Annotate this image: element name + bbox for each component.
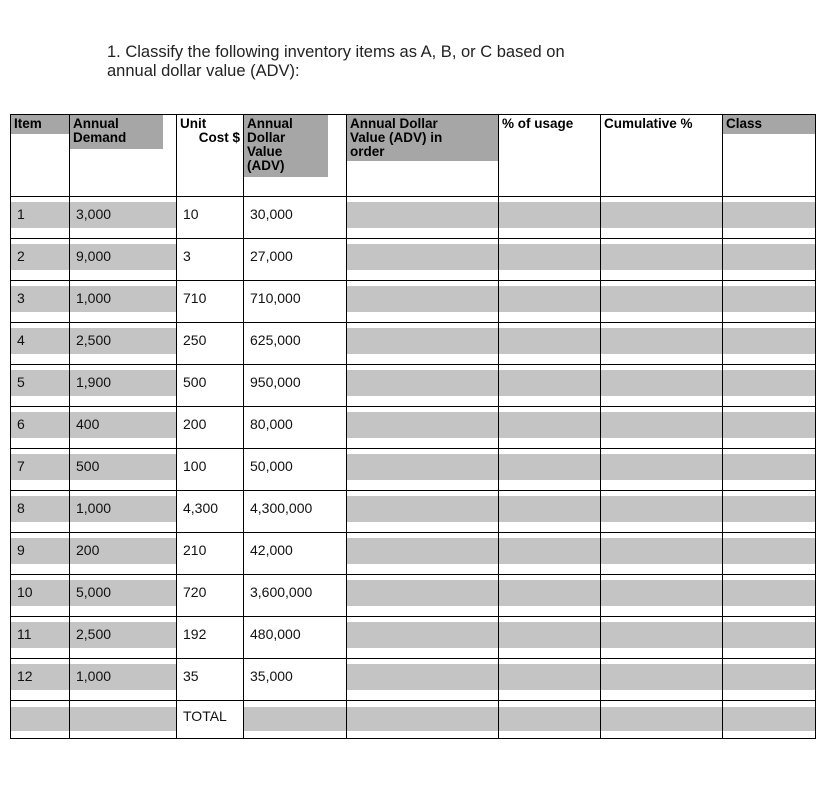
unit-cost-cell: 35 (177, 659, 244, 701)
total-value-cell[interactable] (244, 701, 347, 739)
annual-demand-cell: 9,000 (70, 239, 177, 281)
unit-cost-cell: 192 (177, 617, 244, 659)
class-cell[interactable] (723, 239, 816, 281)
adv-in-order-cell[interactable] (347, 407, 499, 449)
adv-cell: 27,000 (244, 239, 347, 281)
adv-cell: 625,000 (244, 323, 347, 365)
header-adv: Annual Dollar Value (ADV) (244, 115, 347, 197)
adv-in-order-cell[interactable] (347, 659, 499, 701)
cumulative-cell[interactable] (601, 575, 723, 617)
class-cell[interactable] (723, 617, 816, 659)
header-cumulative: Cumulative % (601, 115, 723, 197)
table-row (11, 407, 816, 449)
annual-demand-cell: 400 (70, 407, 177, 449)
table-row (11, 491, 816, 533)
adv-cell: 4,300,000 (244, 491, 347, 533)
table-row (11, 239, 816, 281)
unit-cost-cell: 3 (177, 239, 244, 281)
unit-cost-cell: 710 (177, 281, 244, 323)
table-row (11, 323, 816, 365)
pct-usage-cell[interactable] (499, 365, 601, 407)
cumulative-cell[interactable] (601, 407, 723, 449)
adv-cell: 710,000 (244, 281, 347, 323)
item-cell: 5 (11, 365, 70, 407)
total-row-cell (11, 701, 70, 739)
class-cell[interactable] (723, 659, 816, 701)
item-cell: 7 (11, 449, 70, 491)
unit-cost-cell: 100 (177, 449, 244, 491)
adv-cell: 480,000 (244, 617, 347, 659)
table-row (11, 197, 816, 239)
question-text (107, 43, 667, 81)
table-row (11, 617, 816, 659)
total-row-cell (499, 701, 601, 739)
cumulative-cell[interactable] (601, 239, 723, 281)
header-class: Class (723, 115, 816, 197)
adv-in-order-cell[interactable] (347, 239, 499, 281)
inventory-table (10, 114, 816, 739)
table-row (11, 659, 816, 701)
header-item: Item (11, 115, 70, 197)
cumulative-cell[interactable] (601, 365, 723, 407)
question-line-2: annual dollar value (ADV): (107, 62, 300, 80)
adv-in-order-cell[interactable] (347, 281, 499, 323)
right-edge-shading (815, 114, 829, 751)
item-cell: 2 (11, 239, 70, 281)
unit-cost-cell: 500 (177, 365, 244, 407)
annual-demand-cell: 200 (70, 533, 177, 575)
adv-cell: 80,000 (244, 407, 347, 449)
adv-in-order-cell[interactable] (347, 491, 499, 533)
annual-demand-cell: 1,000 (70, 281, 177, 323)
unit-cost-cell: 10 (177, 197, 244, 239)
adv-in-order-cell[interactable] (347, 197, 499, 239)
pct-usage-cell[interactable] (499, 323, 601, 365)
total-label-cell: TOTAL (177, 701, 244, 739)
adv-in-order-cell[interactable] (347, 617, 499, 659)
annual-demand-cell: 500 (70, 449, 177, 491)
adv-in-order-cell[interactable] (347, 365, 499, 407)
total-row (11, 701, 816, 739)
header-annual-demand: Annual Demand (70, 115, 177, 197)
annual-demand-cell: 1,000 (70, 491, 177, 533)
class-cell[interactable] (723, 365, 816, 407)
item-cell: 1 (11, 197, 70, 239)
total-row-cell (601, 701, 723, 739)
header-unit-cost: Unit Cost $ (177, 115, 244, 197)
cumulative-cell[interactable] (601, 323, 723, 365)
pct-usage-cell[interactable] (499, 239, 601, 281)
header-adv-in-order: Annual Dollar Value (ADV) in order (347, 115, 499, 197)
question-line-1: 1. Classify the following inventory items as A, B, or C based on (107, 43, 565, 61)
total-row-cell (70, 701, 177, 739)
cumulative-cell[interactable] (601, 281, 723, 323)
table-row (11, 365, 816, 407)
adv-cell: 35,000 (244, 659, 347, 701)
annual-demand-cell: 2,500 (70, 617, 177, 659)
adv-in-order-cell[interactable] (347, 449, 499, 491)
item-cell: 10 (11, 575, 70, 617)
header-row (11, 115, 816, 197)
item-cell: 11 (11, 617, 70, 659)
unit-cost-cell: 4,300 (177, 491, 244, 533)
class-cell[interactable] (723, 533, 816, 575)
table-row (11, 533, 816, 575)
item-cell: 4 (11, 323, 70, 365)
adv-cell: 950,000 (244, 365, 347, 407)
cumulative-cell[interactable] (601, 449, 723, 491)
class-cell[interactable] (723, 491, 816, 533)
unit-cost-cell: 250 (177, 323, 244, 365)
class-cell[interactable] (723, 407, 816, 449)
adv-in-order-cell[interactable] (347, 323, 499, 365)
table-row (11, 449, 816, 491)
unit-cost-cell: 200 (177, 407, 244, 449)
cumulative-cell[interactable] (601, 617, 723, 659)
class-cell[interactable] (723, 323, 816, 365)
cumulative-cell[interactable] (601, 197, 723, 239)
adv-cell: 42,000 (244, 533, 347, 575)
class-cell[interactable] (723, 449, 816, 491)
cumulative-cell[interactable] (601, 533, 723, 575)
cumulative-cell[interactable] (601, 491, 723, 533)
pct-usage-cell[interactable] (499, 407, 601, 449)
total-row-cell (347, 701, 499, 739)
annual-demand-cell: 3,000 (70, 197, 177, 239)
header-pct-usage: % of usage (499, 115, 601, 197)
pct-usage-cell[interactable] (499, 197, 601, 239)
unit-cost-cell: 720 (177, 575, 244, 617)
annual-demand-cell: 1,900 (70, 365, 177, 407)
pct-usage-cell[interactable] (499, 659, 601, 701)
cumulative-cell[interactable] (601, 659, 723, 701)
item-cell: 12 (11, 659, 70, 701)
adv-cell: 30,000 (244, 197, 347, 239)
class-cell[interactable] (723, 197, 816, 239)
item-cell: 8 (11, 491, 70, 533)
total-row-cell (723, 701, 816, 739)
unit-cost-cell: 210 (177, 533, 244, 575)
table-row (11, 281, 816, 323)
item-cell: 3 (11, 281, 70, 323)
class-cell[interactable] (723, 575, 816, 617)
adv-in-order-cell[interactable] (347, 575, 499, 617)
adv-in-order-cell[interactable] (347, 533, 499, 575)
class-cell[interactable] (723, 281, 816, 323)
item-cell: 9 (11, 533, 70, 575)
pct-usage-cell[interactable] (499, 281, 601, 323)
pct-usage-cell[interactable] (499, 617, 601, 659)
pct-usage-cell[interactable] (499, 533, 601, 575)
adv-cell: 50,000 (244, 449, 347, 491)
annual-demand-cell: 1,000 (70, 659, 177, 701)
annual-demand-cell: 2,500 (70, 323, 177, 365)
adv-cell: 3,600,000 (244, 575, 347, 617)
pct-usage-cell[interactable] (499, 575, 601, 617)
table-row (11, 575, 816, 617)
item-cell: 6 (11, 407, 70, 449)
pct-usage-cell[interactable] (499, 449, 601, 491)
pct-usage-cell[interactable] (499, 491, 601, 533)
annual-demand-cell: 5,000 (70, 575, 177, 617)
